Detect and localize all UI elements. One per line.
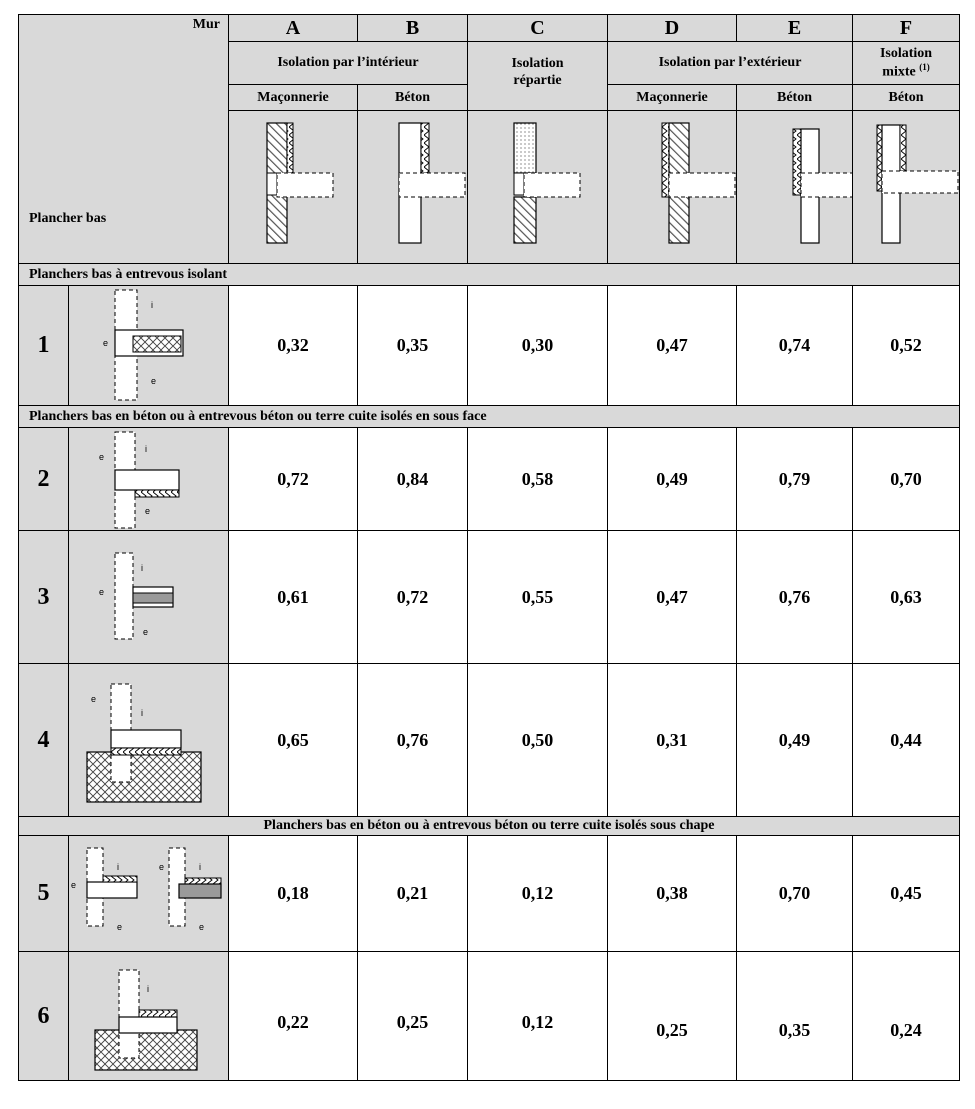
row-number-2: 2 (18, 427, 69, 531)
group-isolation-repartie (467, 41, 608, 111)
value-3-a: 0,61 (228, 530, 358, 664)
row-number-3: 3 (18, 530, 69, 664)
value-5-c: 0,12 (467, 835, 608, 952)
wall-diagram-cell-d (607, 110, 737, 264)
value-2-b: 0,84 (357, 427, 468, 531)
floor-diagram-2 (69, 428, 230, 532)
value-1-d: 0,47 (607, 285, 737, 406)
value-2-d: 0,49 (607, 427, 737, 531)
value-6-c: 0,12 (467, 951, 608, 1081)
label-outside: e (143, 627, 149, 637)
label-inside: i (199, 862, 201, 872)
wall-diagram-cell-b (357, 110, 468, 264)
floor-diagram-cell-5 (68, 835, 229, 952)
label-inside: i (145, 444, 147, 454)
wall-diagram-d (608, 111, 738, 265)
group-isolation-mixte-label: Isolation mixte (879, 45, 933, 80)
plancher-bas-label: Plancher bas (29, 211, 107, 226)
section-title-3: Planchers bas en béton ou à entrevous béton ou terre cuite isolés sous chape (18, 816, 960, 836)
value-5-f: 0,45 (852, 835, 960, 952)
column-letter-f: F (852, 14, 960, 42)
label-inside: i (151, 300, 153, 310)
wall-diagram-cell-f (852, 110, 960, 264)
value-1-f: 0,52 (852, 285, 960, 406)
value-4-f: 0,44 (852, 663, 960, 817)
group-isolation-mixte-text (866, 46, 946, 81)
value-1-a: 0,32 (228, 285, 358, 406)
value-3-e: 0,76 (736, 530, 853, 664)
subheader-f: Béton (852, 84, 960, 111)
row-number-5: 5 (18, 835, 69, 952)
value-1-e: 0,74 (736, 285, 853, 406)
value-5-e: 0,70 (736, 835, 853, 952)
floor-diagram-cell-6 (68, 951, 229, 1081)
floor-diagram-cell-4 (68, 663, 229, 817)
value-3-b: 0,72 (357, 530, 468, 664)
label-outside: e (159, 862, 165, 872)
footnote-marker: (1) (919, 61, 930, 72)
wall-diagram-cell-c (467, 110, 608, 264)
group-isolation-repartie-text: Isolation répartie (511, 56, 564, 88)
value-6-b: 0,25 (357, 951, 468, 1081)
u-value-table (18, 14, 960, 1081)
label-inside: i (117, 862, 119, 872)
header-corner-cell (18, 14, 229, 264)
label-outside: e (145, 506, 151, 516)
column-letter-b: B (357, 14, 468, 42)
label-outside: e (199, 922, 205, 932)
value-2-a: 0,72 (228, 427, 358, 531)
value-6-d: 0,25 (607, 951, 737, 1081)
group-isolation-interieur: Isolation par l’intérieur (228, 41, 468, 85)
column-letter-e: E (736, 14, 853, 42)
value-3-c: 0,55 (467, 530, 608, 664)
row-number-4: 4 (18, 663, 69, 817)
label-inside: i (141, 563, 143, 573)
value-4-a: 0,65 (228, 663, 358, 817)
value-2-f: 0,70 (852, 427, 960, 531)
column-letter-d: D (607, 14, 737, 42)
column-letter-c: C (467, 14, 608, 42)
wall-diagram-b (358, 111, 469, 265)
floor-diagram-4 (69, 664, 230, 818)
floor-diagram-6 (69, 952, 230, 1082)
floor-diagram-cell-1 (68, 285, 229, 406)
row-number-1: 1 (18, 285, 69, 406)
label-inside: i (141, 708, 143, 718)
floor-diagram-5 (69, 836, 230, 953)
subheader-a: Maçonnerie (228, 84, 358, 111)
wall-diagram-e (737, 111, 854, 265)
value-5-a: 0,18 (228, 835, 358, 952)
value-1-c: 0,30 (467, 285, 608, 406)
value-3-d: 0,47 (607, 530, 737, 664)
label-outside: e (91, 694, 97, 704)
floor-diagram-1 (69, 286, 230, 407)
floor-diagram-cell-2 (68, 427, 229, 531)
floor-diagram-3 (69, 531, 230, 665)
wall-diagram-a (229, 111, 359, 265)
value-5-d: 0,38 (607, 835, 737, 952)
wall-diagram-f (853, 111, 961, 265)
mur-label: Mur (192, 17, 220, 32)
value-6-a: 0,22 (228, 951, 358, 1081)
value-4-c: 0,50 (467, 663, 608, 817)
column-letter-a: A (228, 14, 358, 42)
value-1-b: 0,35 (357, 285, 468, 406)
value-6-e: 0,35 (736, 951, 853, 1081)
section-title-1: Planchers bas à entrevous isolant (18, 263, 960, 286)
label-inside: i (147, 984, 149, 994)
value-4-b: 0,76 (357, 663, 468, 817)
value-4-d: 0,31 (607, 663, 737, 817)
floor-diagram-cell-3 (68, 530, 229, 664)
label-outside: e (99, 452, 105, 462)
value-4-e: 0,49 (736, 663, 853, 817)
section-title-2: Planchers bas en béton ou à entrevous béton ou terre cuite isolés en sous face (18, 405, 960, 428)
value-2-e: 0,79 (736, 427, 853, 531)
subheader-b: Béton (357, 84, 468, 111)
subheader-d: Maçonnerie (607, 84, 737, 111)
value-3-f: 0,63 (852, 530, 960, 664)
wall-diagram-c (468, 111, 609, 265)
label-outside: e (117, 922, 123, 932)
value-5-b: 0,21 (357, 835, 468, 952)
value-6-f: 0,24 (852, 951, 960, 1081)
label-outside: e (151, 376, 157, 386)
label-outside: e (103, 338, 109, 348)
group-isolation-exterieur: Isolation par l’extérieur (607, 41, 853, 85)
group-isolation-mixte (852, 41, 960, 85)
wall-diagram-cell-a (228, 110, 358, 264)
label-outside: e (99, 587, 105, 597)
label-outside: e (71, 880, 77, 890)
row-number-6: 6 (18, 951, 69, 1081)
wall-diagram-cell-e (736, 110, 853, 264)
value-2-c: 0,58 (467, 427, 608, 531)
subheader-e: Béton (736, 84, 853, 111)
